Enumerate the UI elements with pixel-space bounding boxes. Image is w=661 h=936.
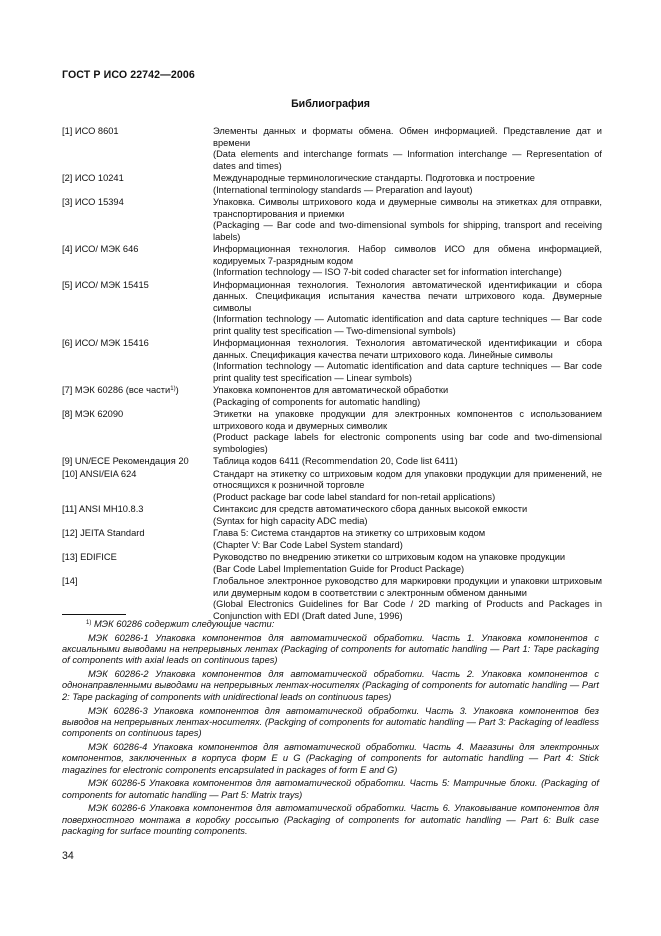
bibliography-ref — [62, 409, 213, 455]
bibliography-title-ru: Таблица кодов 6411 (Recommendation 20, Code list 6411) — [213, 456, 458, 466]
bibliography-description — [213, 385, 602, 408]
bibliography-title-en: (Data elements and interchange formats — Information interchange — Representation of dates and times) — [213, 149, 602, 171]
bibliography-entry — [62, 552, 602, 575]
bibliography-ref — [62, 469, 213, 504]
bibliography-title-en: (Packaging — Bar code and two-dimensional symbols for shipping, transport and receiving labels) — [213, 220, 602, 242]
bibliography-title-en: (Global Electronics Guidelines for Bar Code / 2D marking of Products and Packages in Conjunction with EDI (Draft dated June, 1996) — [213, 599, 602, 621]
bibliography-ref-text: [6] ИСО/ МЭК 15416 — [62, 338, 149, 348]
bibliography-ref-text: [12] JEITA Standard — [62, 528, 145, 538]
standard-designation: ГОСТ Р ИСО 22742—2006 — [62, 69, 195, 81]
bibliography-description — [213, 338, 602, 384]
bibliography-title-ru: Международные терминологические стандарты. Подготовка и построение — [213, 173, 535, 183]
bibliography-ref-text: [8] МЭК 62090 — [62, 409, 124, 419]
footnote-separator — [62, 614, 126, 615]
bibliography-ref-text: [4] ИСО/ МЭК 646 — [62, 244, 139, 254]
bibliography-title-ru: Руководство по внедрению этикетки со штриховым кодом на упаковке продукции — [213, 552, 566, 562]
bibliography-ref-text: [13] EDIFICE — [62, 552, 117, 562]
bibliography-entry — [62, 504, 602, 527]
bibliography-ref — [62, 576, 213, 622]
bibliography-list — [62, 126, 602, 623]
bibliography-description — [213, 244, 602, 279]
bibliography-description — [213, 173, 602, 196]
bibliography-ref — [62, 197, 213, 243]
bibliography-description — [213, 280, 602, 338]
bibliography-title-en: (Chapter V: Bar Code Label System standard) — [213, 539, 403, 550]
bibliography-entry — [62, 576, 602, 622]
bibliography-title-en: (Product package labels for electronic components using bar code and two-dimensional symbologies) — [213, 432, 602, 454]
bibliography-description — [213, 456, 602, 468]
bibliography-ref — [62, 504, 213, 527]
bibliography-title-ru: Упаковка. Символы штрихового кода и двумерные символы на этикетках для отправки, транспортирования и приемки — [213, 197, 602, 219]
bibliography-title-ru: Элементы данных и форматы обмена. Обмен информацией. Представление дат и времени — [213, 126, 602, 148]
bibliography-description — [213, 504, 602, 527]
bibliography-title-en: (Syntax for high capacity ADC media) — [213, 515, 368, 526]
footnote-item: МЭК 60286-2 Упаковка компонентов для автоматической обработки. Часть 2. Упаковка компонентов с однонаправленными выводами на непрерывных лентах-носителях (Packaging of components for automatic handling — Part 2: Tape packaging of components with unidirectional leads on continuous tapes) — [62, 669, 599, 702]
bibliography-description — [213, 552, 602, 575]
bibliography-description — [213, 409, 602, 455]
bibliography-title-en: (Information technology — Automatic identification and data capture techniques — Bar code print quality test specification — Two-dimensional symbols) — [213, 314, 602, 336]
bibliography-title: Библиография — [291, 98, 370, 110]
bibliography-ref-text: [3] ИСО 15394 — [62, 197, 124, 207]
bibliography-ref-text: [11] ANSI MH10.8.3 — [62, 504, 144, 514]
bibliography-ref — [62, 280, 213, 338]
footnote-intro — [62, 619, 599, 630]
bibliography-description — [213, 126, 602, 172]
bibliography-title-ru: Этикетки на упаковке продукции для электронных компонентов с использованием штрихового кода и двумерных символик — [213, 409, 602, 431]
bibliography-entry — [62, 126, 602, 172]
bibliography-ref-text: [10] ANSI/EIA 624 — [62, 468, 137, 479]
bibliography-entry — [62, 197, 602, 243]
bibliography-title-ru: Стандарт на этикетку со штриховым кодом для упаковки продукции для применений, не относящихся к розничной торговле — [213, 468, 602, 490]
bibliography-ref-text: [5] ИСО/ МЭК 15415 — [62, 279, 149, 290]
bibliography-description — [213, 576, 602, 622]
bibliography-title-en: (Bar Code Label Implementation Guide for Product Package) — [213, 563, 465, 574]
footnote-item: МЭК 60286-3 Упаковка компонентов для автоматической обработки. Часть 3. Упаковка компонентов без выводов на непрерывных лентах-носителях. (Packging of components for automatic handling — Part 3: Packaging of leadless components on continuous tapes) — [62, 705, 599, 739]
page-number: 34 — [62, 850, 74, 862]
bibliography-ref — [62, 244, 213, 279]
bibliography-ref — [62, 173, 213, 196]
footnote-item: МЭК 60286-5 Упаковка компонентов для автоматической обработки. Часть 5: Матричные блоки. (Packaging of components for automatic handling — Part 5: Matrix trays) — [62, 778, 599, 800]
bibliography-title-en: (Information technology — ISO 7-bit coded character set for information interchange) — [213, 267, 562, 277]
footnote-reference: 1) — [170, 386, 176, 392]
bibliography-title-ru: Синтаксис для средств автоматического сбора данных высокой емкости — [213, 504, 528, 514]
bibliography-title-en: (Product package bar code label standard for non-retail applications) — [213, 491, 496, 502]
footnote-item: МЭК 60286-6 Упаковка компонентов для автоматической обработки. Часть 6. Упаковывание компонентов для поверхностного монтажа в коробку россыпью (Packaging of components for automatic handling — Part 6: Bulk case packaging for surface mounting components. — [62, 803, 599, 837]
bibliography-entry — [62, 280, 602, 338]
bibliography-ref-text: [1] ИСО 8601 — [62, 126, 119, 136]
bibliography-ref — [62, 385, 213, 408]
footnote-intro-text: МЭК 60286 содержит следующие части: — [93, 619, 275, 629]
bibliography-title-en: (Packaging of components for automatic handling) — [213, 396, 421, 407]
bibliography-title-ru: Упаковка компонентов для автоматической обработки — [213, 385, 449, 395]
bibliography-entry — [62, 456, 602, 468]
bibliography-title-en: (Information technology — Automatic identification and data capture techniques — Bar code print quality test specification — Linear symbols) — [213, 361, 602, 383]
bibliography-ref — [62, 126, 213, 172]
bibliography-entry — [62, 385, 602, 408]
bibliography-description — [213, 469, 602, 504]
bibliography-ref — [62, 456, 213, 468]
bibliography-description — [213, 197, 602, 243]
bibliography-ref-text: [14] — [62, 576, 78, 586]
bibliography-title-ru: Информационная технология. Технология автоматической идентификации и сбора данных. Спецификация испытания качества печати штрихового кода. Двумерные символы — [213, 279, 602, 313]
bibliography-ref — [62, 528, 213, 551]
bibliography-ref-suffix: ) — [175, 385, 179, 395]
bibliography-ref-text: [9] UN/ECE Рекомендация 20 — [62, 456, 189, 466]
bibliography-description — [213, 528, 602, 551]
footnote-items — [62, 633, 599, 838]
bibliography-ref-text: [2] ИСО 10241 — [62, 173, 124, 183]
bibliography-title-ru: Глобальное электронное руководство для маркировки продукции и упаковки штриховым или двумерным кодом в соответствии с электронным обменом данными — [213, 576, 602, 598]
footnote-item: МЭК 60286-1 Упаковка компонентов для автоматической обработки. Часть 1. Упаковка компонентов с аксиальными выводами на непрерывных лентах (Packaging of components for automatic handling — Part 1: Tape packaging of components with axial leads on continuous tapes) — [62, 632, 599, 666]
bibliography-entry — [62, 244, 602, 279]
bibliography-ref-text: [7] МЭК 60286 (все части — [62, 385, 171, 395]
bibliography-entry — [62, 409, 602, 455]
bibliography-ref — [62, 338, 213, 384]
footnotes — [62, 619, 599, 837]
footnote-marker: 1) — [86, 620, 92, 626]
bibliography-title-en: (International terminology standards — Preparation and layout) — [213, 184, 473, 195]
bibliography-title-ru: Информационная технология. Набор символов ИСО для обмена информацией, кодируемых 7-разрядным кодом — [213, 244, 602, 266]
bibliography-title-ru: Информационная технология. Технология автоматической идентификации и сбора данных. Спецификация качества печати штрихового кода. Линейные символы — [213, 338, 602, 360]
bibliography-entry — [62, 469, 602, 504]
bibliography-ref — [62, 552, 213, 575]
bibliography-title-ru: Глава 5: Система стандартов на этикетку со штриховым кодом — [213, 528, 486, 538]
footnote-item: МЭК 60286-4 Упаковка компонентов для автоматической обработки. Часть 4. Магазины для электронных компонентов, заключенных в корпуса форм E и G (Packaging of components for automatic handling — Part 4: Stick magazines for electronic components encapsulated in packages of form E and G) — [62, 741, 599, 775]
bibliography-entry — [62, 528, 602, 551]
bibliography-entry — [62, 173, 602, 196]
bibliography-entry — [62, 338, 602, 384]
